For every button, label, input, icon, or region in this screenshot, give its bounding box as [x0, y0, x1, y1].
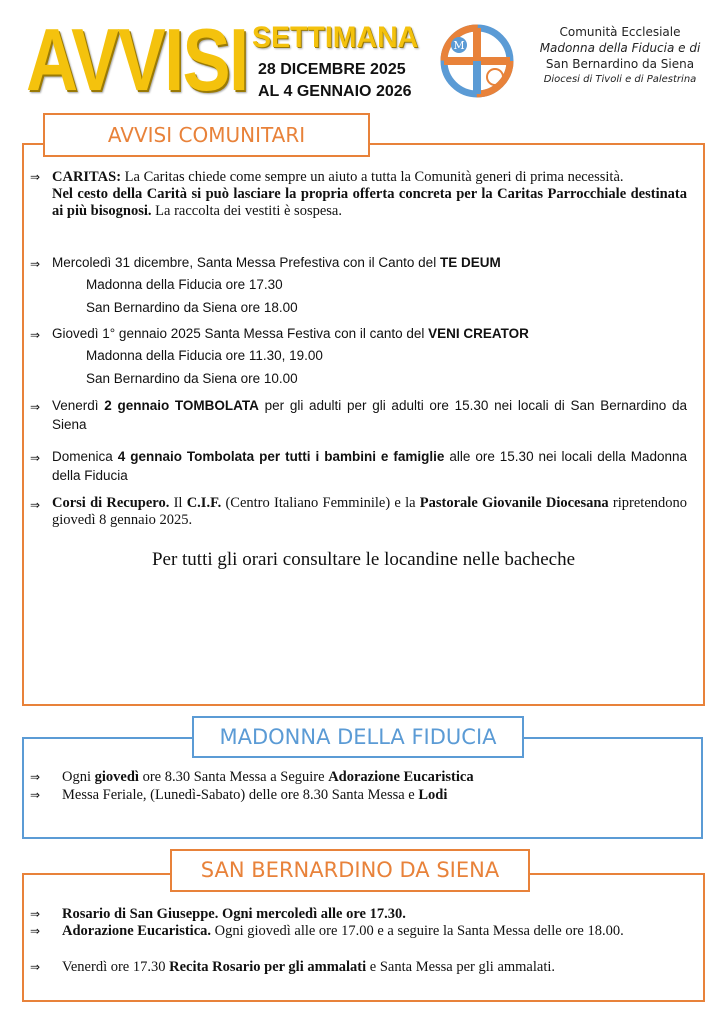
mercoledi-line-2: San Bernardino da Siena ore 18.00 — [86, 300, 298, 315]
arrow-icon: ⇒ — [30, 170, 41, 184]
bernardino-item-3 — [30, 959, 687, 976]
bernardino-item-1 — [30, 906, 687, 923]
giovedi-item — [30, 324, 687, 388]
arrow-icon: ⇒ — [30, 907, 41, 921]
fiducia-item-1-mid: ore 8.30 Santa Messa a Seguire — [138, 769, 329, 785]
fiducia-item-1-bold-1: giovedì — [94, 769, 139, 785]
giovedi-line-1: Madonna della Fiducia ore 11.30, 19.00 — [86, 348, 323, 363]
giovedi-bold: VENI CREATOR — [428, 326, 529, 341]
date-from: 28 DICEMBRE 2025 — [258, 61, 406, 78]
arrow-icon: ⇒ — [30, 924, 41, 938]
domenica-pre: Domenica — [52, 449, 118, 464]
bernardino-item-3-pre: Venerdì ore 17.30 — [62, 959, 170, 975]
community-line-2: Madonna della Fiducia e di — [539, 41, 701, 55]
fiducia-item-2-pre: Messa Feriale, (Lunedì-Sabato) delle ore 8.30 Santa Messa e — [62, 787, 419, 803]
venerdi-pre: Venerdì — [52, 398, 105, 413]
venerdi-bold: 2 gennaio TOMBOLATA — [104, 398, 259, 413]
domenica-item — [30, 447, 687, 485]
avvisi-heading: AVVISI — [26, 10, 248, 109]
bernardino-item-2-text: Ogni giovedì alle ore 17.00 e a seguire la Santa Messa delle ore 18.00. — [211, 923, 624, 939]
fiducia-item-1-bold-2: Adorazione Eucaristica — [328, 769, 474, 785]
mercoledi-line-1: Madonna della Fiducia ore 17.30 — [86, 277, 283, 292]
venerdi-item — [30, 396, 687, 434]
community-line-1: Comunità Ecclesiale — [559, 25, 681, 39]
giovedi-text: Giovedì 1° gennaio 2025 Santa Messa Festiva con il canto del — [52, 326, 429, 341]
bernardino-item-2-bold: Adorazione Eucaristica. — [62, 923, 212, 939]
domenica-bold: 4 gennaio Tombolata per tutti i bambini e famiglie — [117, 449, 445, 464]
mercoledi-bold: TE DEUM — [439, 255, 501, 270]
comunitari-box — [22, 143, 705, 706]
venerdi-post: per gli adulti per gli adulti ore 15.30 nei locali di San Bernardino da Siena — [52, 398, 687, 432]
fiducia-item-2-bold: Lodi — [418, 787, 448, 803]
bernardino-item-3-bold: Recita Rosario per gli ammalati — [169, 959, 367, 975]
corsi-bold-3: Pastorale Giovanile Diocesana — [419, 495, 609, 511]
bernardino-item-2 — [30, 923, 687, 940]
arrow-icon: ⇒ — [30, 498, 41, 512]
arrow-icon: ⇒ — [30, 770, 41, 784]
caritas-tail: La raccolta dei vestiti è sospesa. — [151, 203, 342, 219]
mercoledi-text: Mercoledì 31 dicembre, Santa Messa Prefestiva con il Canto del — [52, 255, 440, 270]
fiducia-title: MADONNA DELLA FIDUCIA — [192, 716, 524, 758]
community-line-4: Diocesi di Tivoli e di Palestrina — [543, 74, 697, 85]
bernardino-box — [22, 873, 705, 1002]
comunitari-footer: Per tutti gli orari consultare le locandine nelle bacheche — [151, 549, 576, 570]
fiducia-item-2 — [30, 787, 685, 804]
bernardino-title: SAN BERNARDINO DA SIENA — [170, 849, 530, 892]
arrow-icon: ⇒ — [30, 257, 41, 271]
caritas-label: CARITAS: — [52, 169, 122, 185]
fiducia-item-1 — [30, 769, 685, 786]
arrow-icon: ⇒ — [30, 788, 41, 802]
bernardino-item-3-post: e Santa Messa per gli ammalati. — [366, 959, 556, 975]
community-logo — [440, 24, 514, 98]
fiducia-item-1-pre: Ogni — [62, 769, 95, 785]
caritas-text: La Caritas chiede come sempre un aiuto a tutta la Comunità generi di prima necessità. — [121, 169, 624, 185]
community-name — [520, 24, 720, 88]
corsi-text-2: (Centro Italiano Femminile) e la — [221, 495, 420, 511]
caritas-item — [30, 169, 687, 220]
bernardino-item-1-bold: Rosario di San Giuseppe. Ogni mercoledì alle ore 17.30. — [62, 906, 406, 922]
arrow-icon: ⇒ — [30, 960, 41, 974]
arrow-icon: ⇒ — [30, 400, 41, 414]
community-line-3: San Bernardino da Siena — [545, 57, 695, 71]
arrow-icon: ⇒ — [30, 328, 41, 342]
corsi-item — [30, 495, 688, 529]
mercoledi-item — [30, 253, 687, 317]
date-to: AL 4 GENNAIO 2026 — [258, 83, 412, 100]
caritas-bold: Nel cesto della Carità si può lasciare la propria offerta concreta per la Caritas Parrocchiale destinata ai più bisognosi. — [52, 186, 687, 219]
giovedi-line-2: San Bernardino da Siena ore 10.00 — [86, 371, 298, 386]
arrow-icon: ⇒ — [30, 451, 41, 465]
logo-letter: M — [453, 39, 465, 52]
corsi-text-1: Il — [169, 495, 187, 511]
domenica-post: alle ore 15.30 nei locali della Madonna della Fiducia — [52, 449, 687, 483]
corsi-bold-2: C.I.F. — [186, 495, 222, 511]
settimana-heading: SETTIMANA — [252, 21, 419, 54]
corsi-text-3: ripretendono giovedì 8 gennaio 2025. — [52, 495, 688, 528]
comunitari-title: AVVISI COMUNITARI — [43, 113, 370, 157]
corsi-bold-1: Corsi di Recupero. — [52, 495, 170, 511]
